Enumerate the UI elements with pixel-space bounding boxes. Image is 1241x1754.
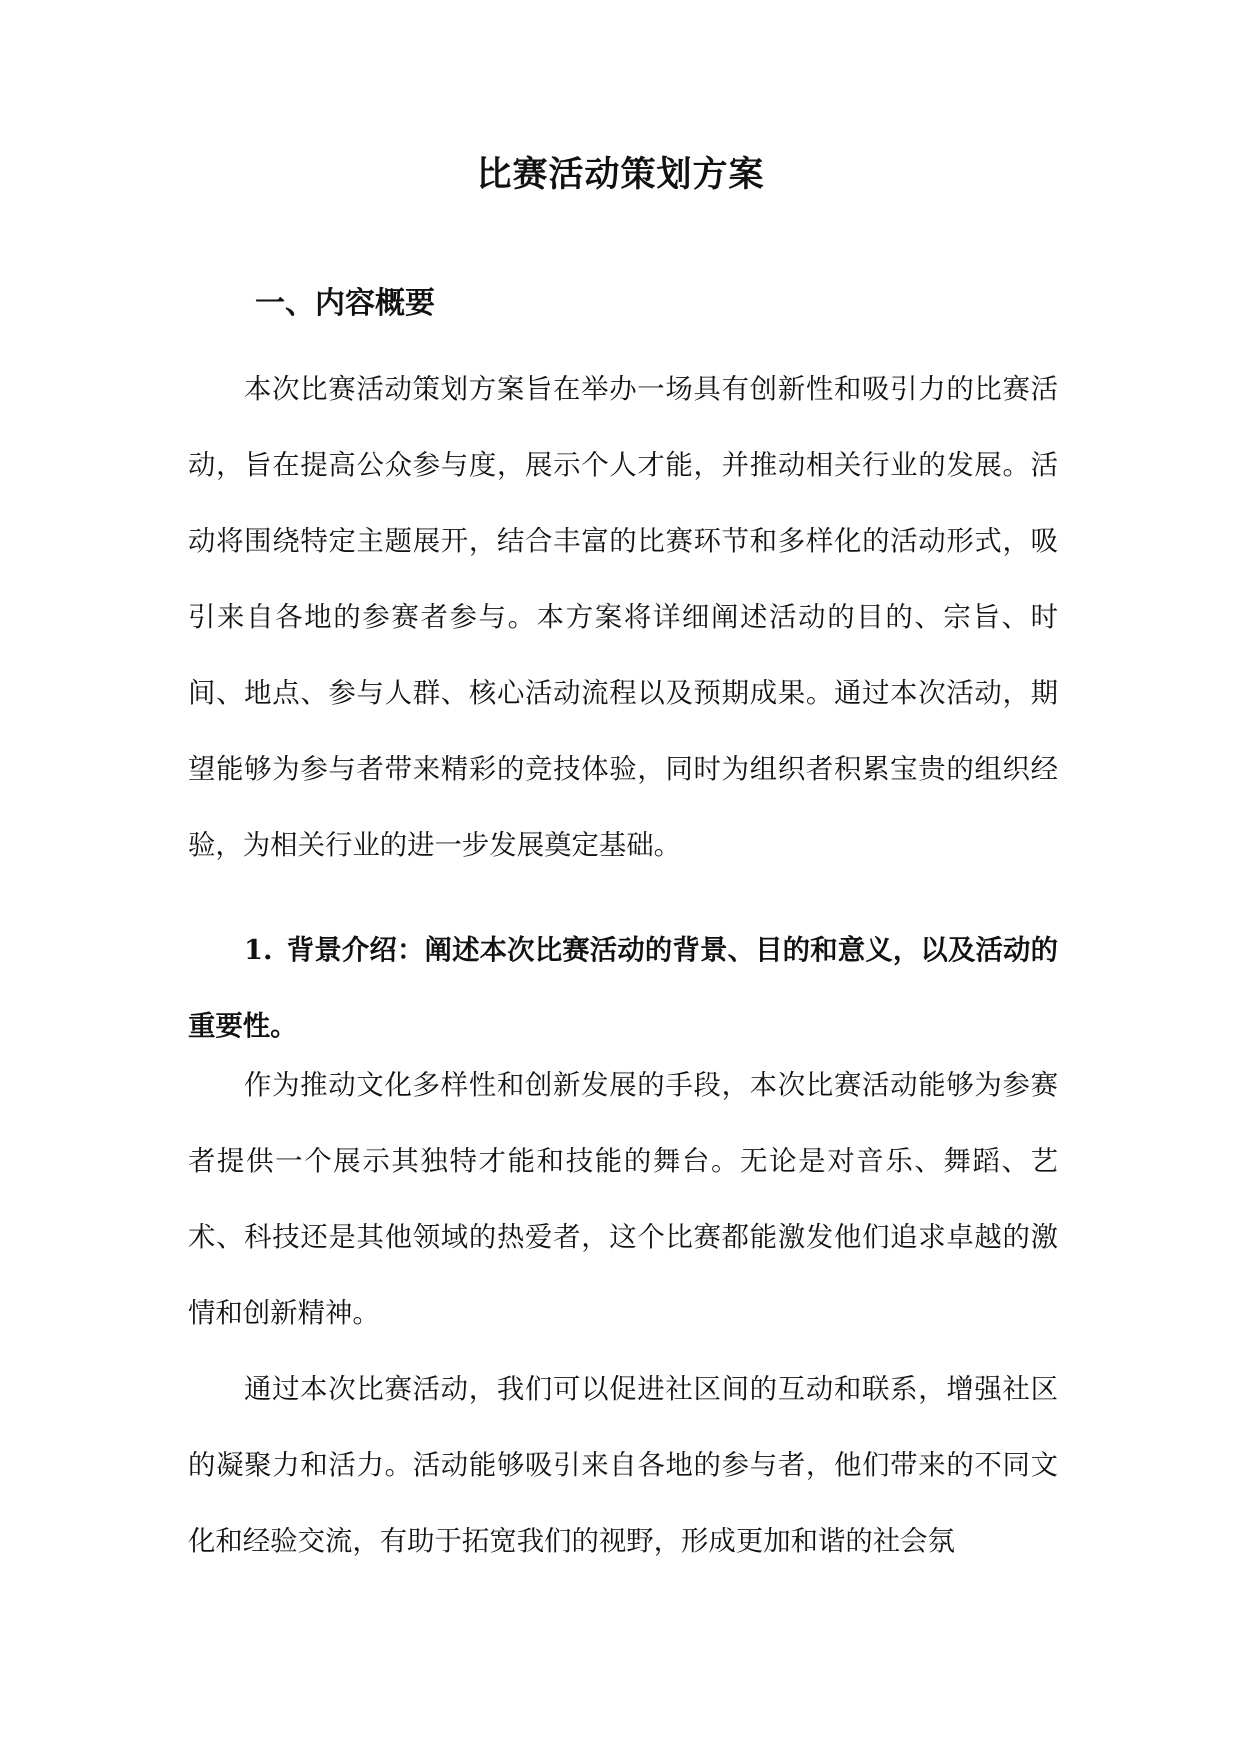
background-paragraph-1: 作为推动文化多样性和创新发展的手段，本次比赛活动能够为参赛者提供一个展示其独特才能和技能的舞台。无论是对音乐、舞蹈、艺术、科技还是其他领域的热爱者，这个比赛都能激发他们追求卓越的激情和创新精神。 bbox=[188, 1070, 1058, 1329]
document-title: 比赛活动策划方案 bbox=[476, 154, 765, 195]
subsection-heading-text: 背景介绍：阐述本次比赛活动的背景、目的和意义，以及活动的重要性。 bbox=[188, 934, 1058, 1042]
intro-paragraph: 本次比赛活动策划方案旨在举办一场具有创新性和吸引力的比赛活动，旨在提高公众参与度，展示个人才能，并推动相关行业的发展。活动将围绕特定主题展开，结合丰富的比赛环节和多样化的活动形式，吸引来自各地的参赛者参与。本方案将详细阐述活动的目的、宗旨、时间、地点、参与人群、核心活动流程以及预期成果。通过本次活动，期望能够为参与者带来精彩的竞技体验，同时为组织者积累宝贵的组织经验，为相关行业的进一步发展奠定基础。 bbox=[188, 374, 1058, 861]
background-paragraph-2: 通过本次比赛活动，我们可以促进社区间的互动和联系，增强社区的凝聚力和活力。活动能够吸引来自各地的参与者，他们带来的不同文化和经验交流，有助于拓宽我们的视野，形成更加和谐的社会氛 bbox=[188, 1374, 1058, 1557]
section-heading-summary: 一、内容概要 bbox=[255, 286, 435, 321]
subsection-number: 1. bbox=[244, 934, 273, 966]
subsection-heading-background bbox=[188, 912, 1058, 1064]
